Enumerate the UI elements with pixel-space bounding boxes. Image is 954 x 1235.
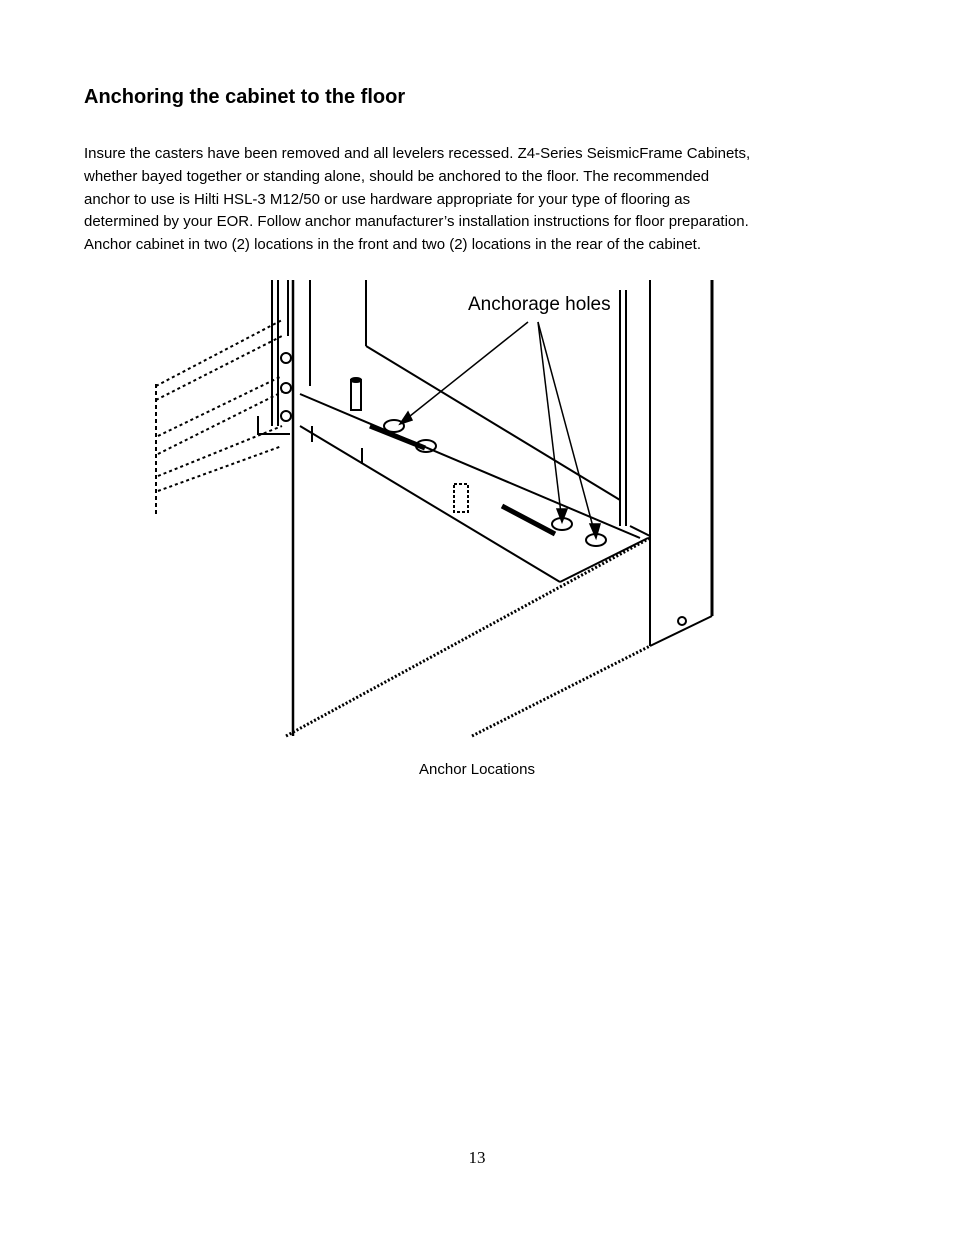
floor-channel [300,394,648,582]
body-line: anchor to use is Hilti HSL-3 M12/50 or use hardware appropriate for your type of flooring as [84,190,691,208]
rear-frame [310,280,626,526]
right-side-panel [630,280,712,646]
page-number: 13 [468,1148,486,1167]
figure-caption: Anchor Locations [419,761,535,778]
body-line: whether bayed together or standing alone, should be anchored to the floor. The recommended [84,167,710,185]
callout-arrows [400,322,600,538]
body-line: determined by your EOR. Follow anchor manufacturer’s installation instructions for floor preparation. [84,213,749,231]
body-line: Anchor cabinet in two (2) locations in the front and two (2) locations in the rear of the cabinet. [84,236,702,254]
cabinet-anchor-illustration [150,276,720,738]
left-cabinet-rails [156,280,293,736]
anchorage-holes-callout: Anchorage holes [468,294,611,315]
section-heading: Anchoring the cabinet to the floor [84,86,406,108]
body-paragraph [84,143,874,257]
body-line: Insure the casters have been removed and all levelers recessed. Z4-Series SeismicFrame Cabinets, [84,145,751,162]
cabinet-base [286,538,650,736]
